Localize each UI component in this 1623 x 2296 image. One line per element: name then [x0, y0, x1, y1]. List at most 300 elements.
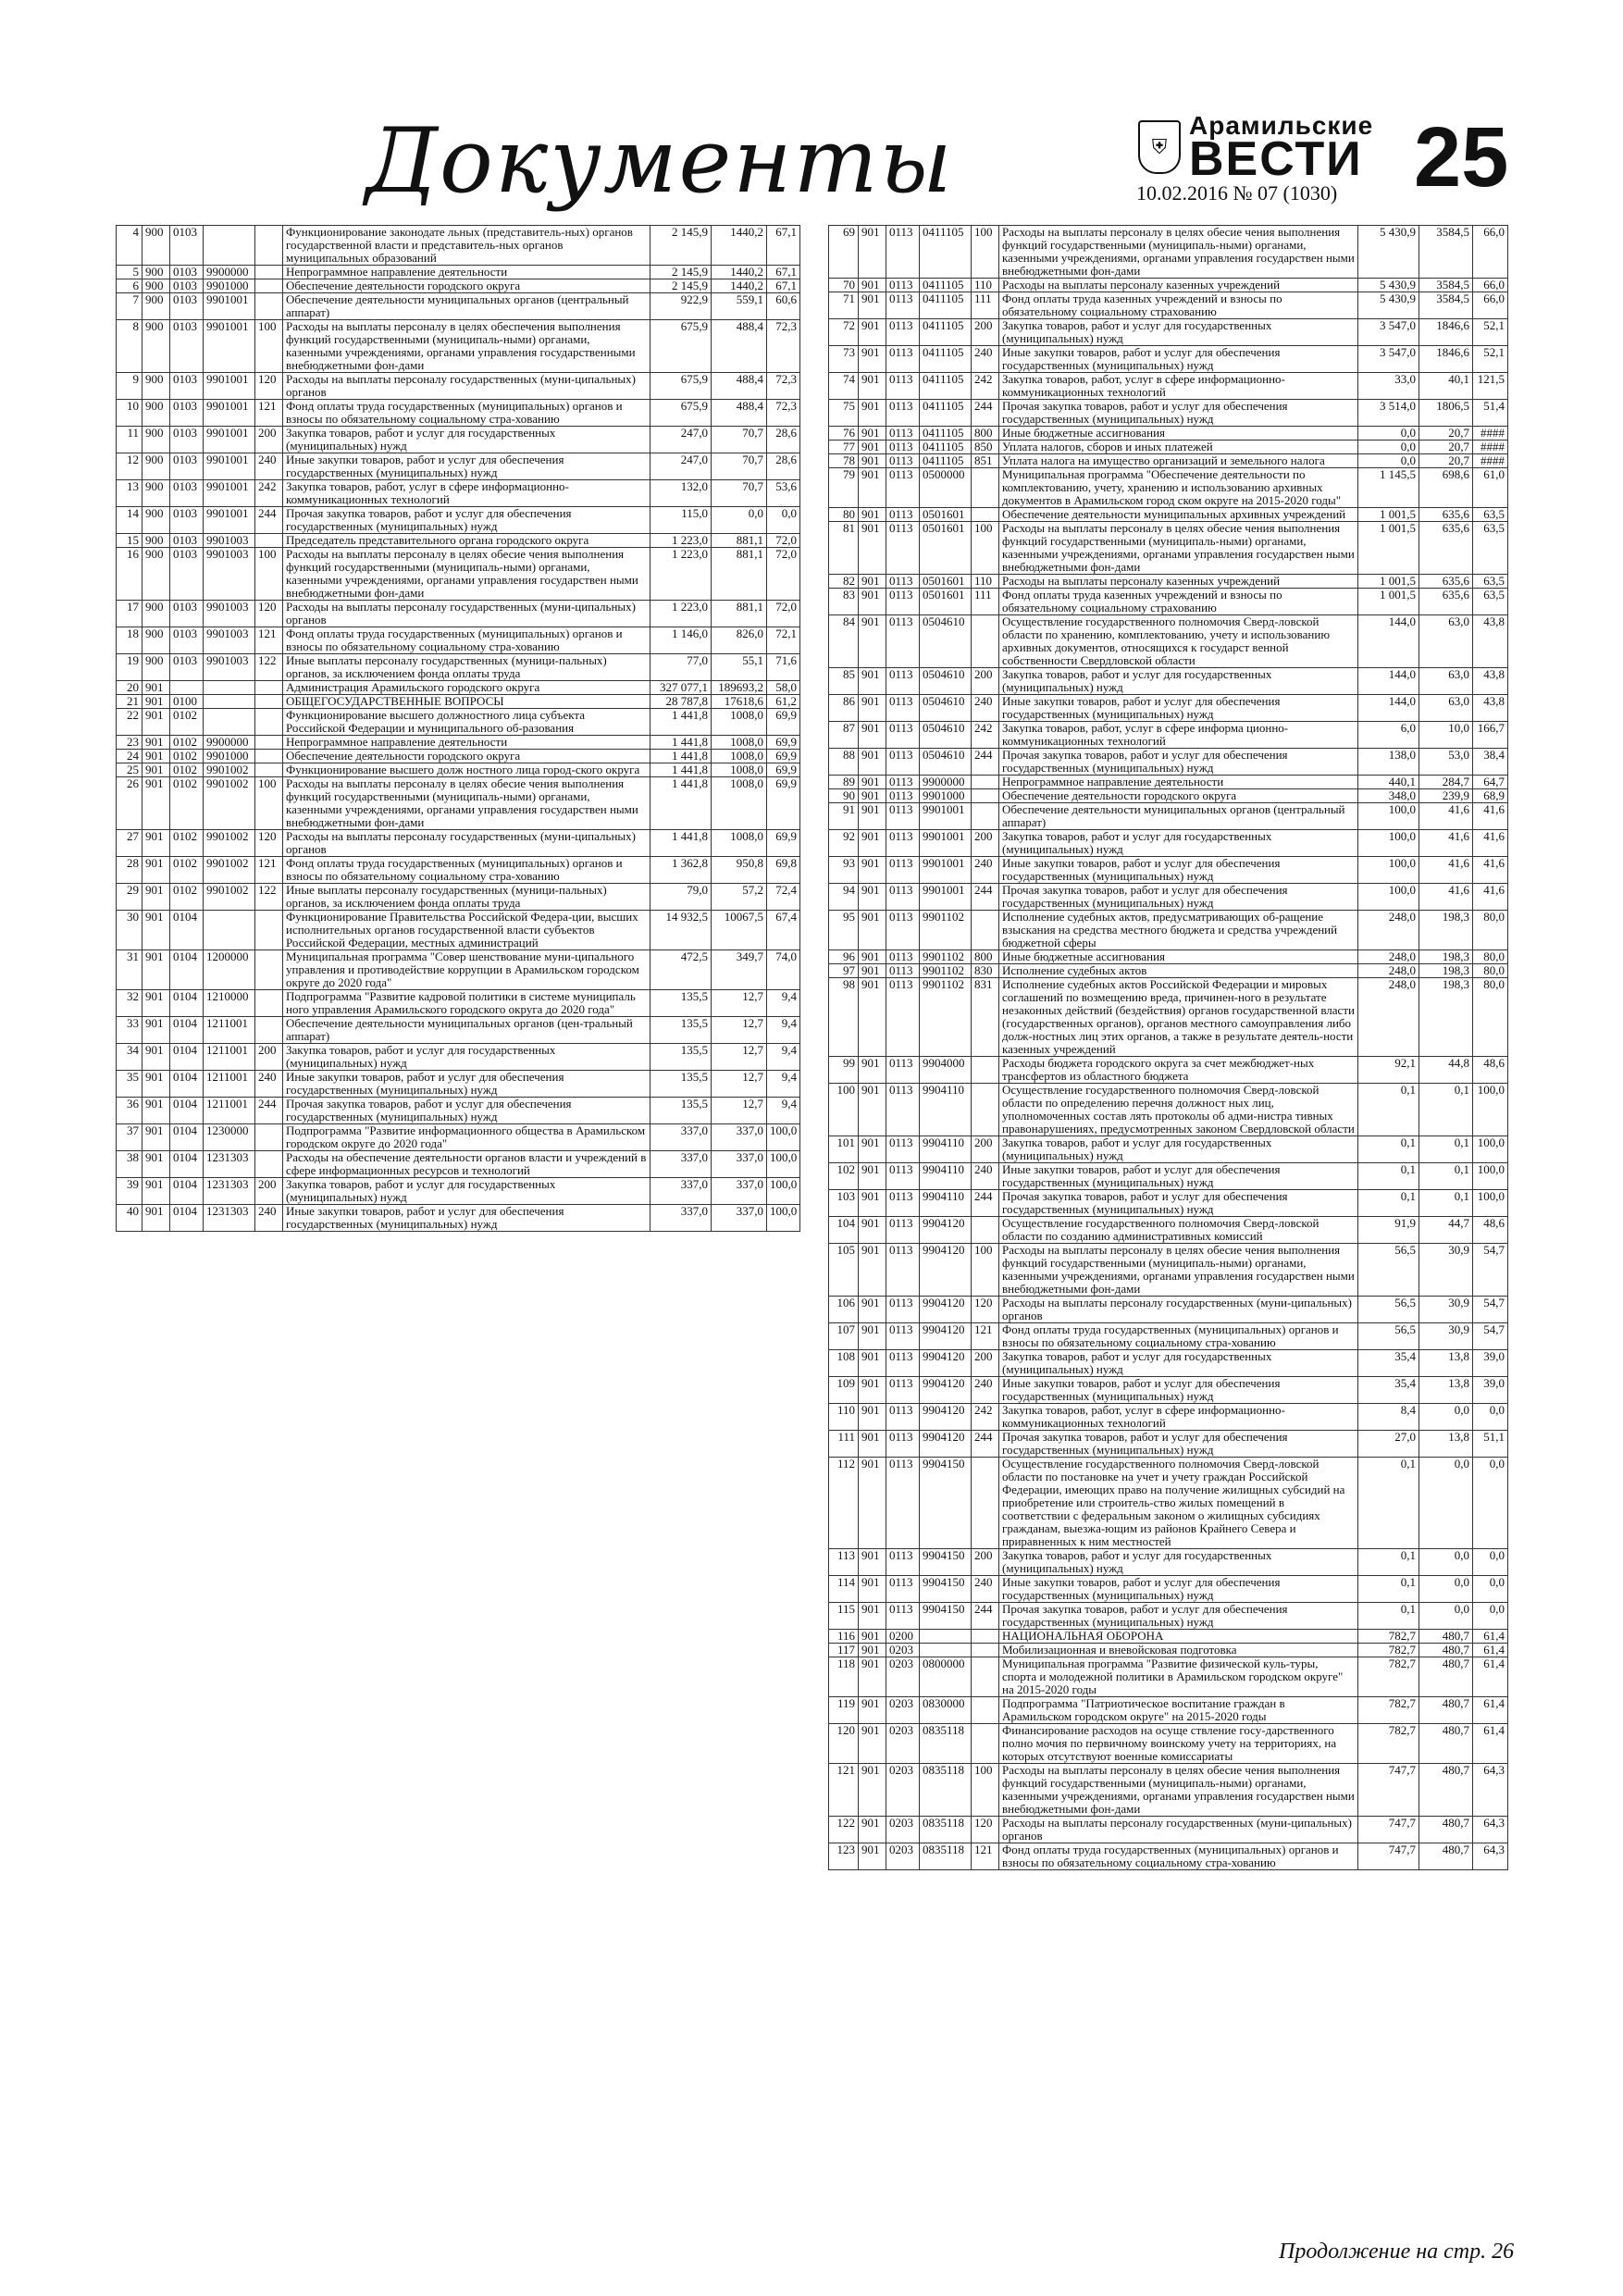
expense-type: 120 [972, 1817, 999, 1843]
expense-type [972, 776, 999, 789]
expense-type [255, 990, 283, 1017]
table-row [829, 830, 1508, 857]
target-article [920, 1630, 972, 1644]
expense-type [255, 293, 283, 320]
section-code: 0113 [886, 695, 920, 722]
actual-amount: 1806,5 [1419, 400, 1473, 427]
section-code: 0113 [886, 857, 920, 884]
section-code: 0113 [886, 1297, 920, 1323]
actual-amount: 337,0 [712, 1124, 767, 1151]
table-row [829, 1404, 1508, 1431]
actual-amount: 189693,2 [712, 681, 767, 695]
department-code: 901 [859, 1817, 886, 1843]
plan-amount: 782,7 [1358, 1644, 1419, 1657]
plan-amount: 0,1 [1358, 1549, 1419, 1576]
target-article: 9901102 [920, 950, 972, 964]
department-code: 901 [142, 1071, 170, 1098]
department-code: 901 [859, 1217, 886, 1244]
actual-amount: 70,7 [712, 453, 767, 480]
expense-type: 240 [972, 1163, 999, 1190]
department-code: 900 [142, 627, 170, 654]
target-article: 1211001 [204, 1098, 255, 1124]
table-row [117, 534, 800, 548]
department-code: 900 [142, 279, 170, 293]
department-code: 901 [859, 346, 886, 373]
target-article: 0501601 [920, 575, 972, 589]
expense-type [972, 1657, 999, 1697]
description: Осуществление государственного полномочия Сверд-ловской области по определению перечня должност ных лиц, уполномоченных состав лять протоколы об адми-нистра тивных правонарушениях, предусмотренных законом Свердловской области [999, 1084, 1358, 1136]
percent: 100,0 [767, 1124, 800, 1151]
section-code: 0103 [170, 601, 204, 627]
percent: 41,6 [1473, 803, 1508, 830]
expense-type: 244 [972, 1603, 999, 1630]
actual-amount: 1440,2 [712, 226, 767, 266]
table-row [829, 454, 1508, 468]
expense-type: 200 [255, 1044, 283, 1071]
target-article: 9901102 [920, 911, 972, 950]
percent: 69,8 [767, 857, 800, 884]
expense-type: 240 [972, 857, 999, 884]
section-code: 0203 [886, 1817, 920, 1843]
actual-amount: 57,2 [712, 884, 767, 911]
row-number: 111 [829, 1431, 859, 1458]
actual-amount: 53,0 [1419, 749, 1473, 776]
table-row [829, 803, 1508, 830]
table-row [829, 1217, 1508, 1244]
row-number: 19 [117, 654, 142, 681]
plan-amount: 35,4 [1358, 1377, 1419, 1404]
target-article: 0411105 [920, 454, 972, 468]
department-code: 901 [859, 454, 886, 468]
expense-type [255, 266, 283, 279]
percent: 72,3 [767, 320, 800, 373]
row-number: 5 [117, 266, 142, 279]
row-number: 4 [117, 226, 142, 266]
section-code: 0113 [886, 1217, 920, 1244]
target-article: 9904120 [920, 1244, 972, 1297]
actual-amount: 337,0 [712, 1178, 767, 1205]
section-code: 0113 [886, 1190, 920, 1217]
row-number: 30 [117, 911, 142, 950]
actual-amount: 1008,0 [712, 777, 767, 830]
actual-amount: 3584,5 [1419, 292, 1473, 319]
percent: 64,3 [1473, 1843, 1508, 1870]
row-number: 123 [829, 1843, 859, 1870]
row-number: 97 [829, 964, 859, 978]
target-article: 0504610 [920, 615, 972, 668]
budget-table-left [116, 225, 800, 1232]
row-number: 83 [829, 589, 859, 615]
plan-amount: 91,9 [1358, 1217, 1419, 1244]
description: Осуществление государственного полномочия Сверд-ловской области по постановке на учет и учету граждан Российской Федерации, имеющих право на получение жилищных субсидий на приобретение или строитель-ство жилых помещений в соответствии с федеральным законом о жилищных субсидиях гражданам, выезжа-ющим из районов Крайнего Севера и приравненных к ним местностей [999, 1458, 1358, 1549]
section-code: 0113 [886, 830, 920, 857]
description: ОБЩЕГОСУДАРСТВЕННЫЕ ВОПРОСЫ [283, 695, 650, 709]
row-number: 33 [117, 1017, 142, 1044]
percent: 121,5 [1473, 373, 1508, 400]
percent: 51,1 [1473, 1431, 1508, 1458]
percent: 9,4 [767, 1044, 800, 1071]
expense-type: 100 [972, 522, 999, 575]
section-code: 0113 [886, 1136, 920, 1163]
section-code: 0113 [886, 776, 920, 789]
row-number: 24 [117, 750, 142, 763]
department-code: 901 [859, 508, 886, 522]
row-number: 100 [829, 1084, 859, 1136]
table-row [829, 1697, 1508, 1724]
target-article: 9901001 [204, 480, 255, 507]
table-row [117, 884, 800, 911]
row-number: 34 [117, 1044, 142, 1071]
plan-amount: 675,9 [650, 400, 712, 427]
section-code: 0113 [886, 1323, 920, 1350]
department-code: 901 [859, 1764, 886, 1817]
expense-type [972, 1057, 999, 1084]
expense-type: 244 [255, 1098, 283, 1124]
row-number: 77 [829, 441, 859, 454]
target-article: 9901000 [204, 750, 255, 763]
target-article: 9901000 [920, 789, 972, 803]
plan-amount: 3 547,0 [1358, 346, 1419, 373]
expense-type: 120 [255, 373, 283, 400]
plan-amount: 1 362,8 [650, 857, 712, 884]
section-code: 0104 [170, 911, 204, 950]
plan-amount: 1 223,0 [650, 534, 712, 548]
table-row [829, 1817, 1508, 1843]
row-number: 93 [829, 857, 859, 884]
description: Иные закупки товаров, работ и услуг для обеспечения государственных (муниципальных) нужд [999, 1377, 1358, 1404]
continued-note: Продолжение на стр. 26 [1279, 2240, 1515, 2264]
department-code: 901 [859, 1458, 886, 1549]
percent: 66,0 [1473, 279, 1508, 292]
row-number: 85 [829, 668, 859, 695]
expense-type [972, 1697, 999, 1724]
plan-amount: 1 001,5 [1358, 522, 1419, 575]
plan-amount: 138,0 [1358, 749, 1419, 776]
table-row [117, 279, 800, 293]
department-code: 901 [859, 468, 886, 508]
plan-amount: 1 441,8 [650, 709, 712, 736]
plan-amount: 56,5 [1358, 1297, 1419, 1323]
department-code: 901 [859, 1657, 886, 1697]
row-number: 12 [117, 453, 142, 480]
table-row [117, 1151, 800, 1178]
actual-amount: 44,7 [1419, 1217, 1473, 1244]
actual-amount: 63,0 [1419, 695, 1473, 722]
table-row [829, 468, 1508, 508]
actual-amount: 198,3 [1419, 978, 1473, 1057]
target-article: 9904150 [920, 1576, 972, 1603]
expense-type: 244 [972, 1431, 999, 1458]
description: Финансирование расходов на осуще ствление госу-дарственного полно мочия по первичному воинскому учету на территориях, на которых отсутствуют военные комиссариаты [999, 1724, 1358, 1764]
percent: 72,4 [767, 884, 800, 911]
section-code: 0113 [886, 1163, 920, 1190]
expense-type: 120 [255, 830, 283, 857]
department-code: 901 [859, 1350, 886, 1377]
department-code: 901 [142, 736, 170, 750]
actual-amount: 635,6 [1419, 589, 1473, 615]
target-article: 0504610 [920, 668, 972, 695]
target-article: 1231303 [204, 1151, 255, 1178]
actual-amount: 12,7 [712, 1098, 767, 1124]
section-code: 0200 [886, 1630, 920, 1644]
section-title: Документы [365, 109, 954, 213]
section-code: 0203 [886, 1724, 920, 1764]
target-article: 0411105 [920, 441, 972, 454]
actual-amount: 1846,6 [1419, 319, 1473, 346]
target-article: 0411105 [920, 319, 972, 346]
percent: 28,6 [767, 453, 800, 480]
target-article: 9901000 [204, 279, 255, 293]
section-code: 0113 [886, 1549, 920, 1576]
plan-amount: 247,0 [650, 427, 712, 453]
description: Закупка товаров, работ и услуг для государственных (муниципальных) нужд [283, 427, 650, 453]
section-code: 0113 [886, 427, 920, 441]
description: Прочая закупка товаров, работ и услуг для обеспечения государственных (муниципальных) нужд [999, 1190, 1358, 1217]
row-number: 89 [829, 776, 859, 789]
plan-amount: 100,0 [1358, 830, 1419, 857]
table-row [117, 548, 800, 601]
description: Расходы на выплаты персоналу в целях обесие чения выполнения функций государственными (муниципаль-ными) органами, казенными учреждениями, органами управления государствен ными внебюджетными фон-дами [999, 522, 1358, 575]
actual-amount: 0,0 [1419, 1576, 1473, 1603]
section-code: 0113 [886, 668, 920, 695]
plan-amount: 337,0 [650, 1124, 712, 1151]
target-article: 9901001 [920, 857, 972, 884]
target-article: 9901002 [204, 857, 255, 884]
plan-amount: 35,4 [1358, 1350, 1419, 1377]
percent: 0,0 [1473, 1549, 1508, 1576]
percent: 54,7 [1473, 1297, 1508, 1323]
actual-amount: 0,0 [712, 507, 767, 534]
table-row [829, 1163, 1508, 1190]
section-code: 0113 [886, 468, 920, 508]
percent: 72,1 [767, 627, 800, 654]
target-article: 0501601 [920, 522, 972, 575]
description: Фонд оплаты труда государственных (муниципальных) органов и взносы по обязательному социальному стра-хованию [283, 857, 650, 884]
department-code: 901 [859, 589, 886, 615]
actual-amount: 41,6 [1419, 884, 1473, 911]
plan-amount: 248,0 [1358, 964, 1419, 978]
plan-amount: 14 932,5 [650, 911, 712, 950]
target-article: 9901001 [204, 400, 255, 427]
expense-type: 100 [972, 1764, 999, 1817]
section-code: 0113 [886, 1350, 920, 1377]
section-code: 0113 [886, 978, 920, 1057]
percent: 0,0 [1473, 1404, 1508, 1431]
description: Иные бюджетные ассигнования [999, 427, 1358, 441]
row-number: 31 [117, 950, 142, 990]
target-article: 0501601 [920, 589, 972, 615]
row-number: 28 [117, 857, 142, 884]
table-row [829, 978, 1508, 1057]
row-number: 106 [829, 1297, 859, 1323]
expense-type: 100 [972, 1244, 999, 1297]
target-article: 0411105 [920, 400, 972, 427]
expense-type: 851 [972, 454, 999, 468]
expense-type: 200 [972, 1549, 999, 1576]
plan-amount: 1 441,8 [650, 830, 712, 857]
actual-amount: 0,0 [1419, 1404, 1473, 1431]
actual-amount: 63,0 [1419, 668, 1473, 695]
section-code: 0113 [886, 226, 920, 279]
description: Расходы на выплаты персоналу государственных (муни-ципальных) органов [999, 1817, 1358, 1843]
actual-amount: 1846,6 [1419, 346, 1473, 373]
row-number: 82 [829, 575, 859, 589]
actual-amount: 10067,5 [712, 911, 767, 950]
row-number: 32 [117, 990, 142, 1017]
actual-amount: 1008,0 [712, 736, 767, 750]
plan-amount: 0,1 [1358, 1084, 1419, 1136]
description: Иные выплаты персоналу государственных (муници-пальных) органов, за исключением фонда оплаты труда [283, 884, 650, 911]
description: Прочая закупка товаров, работ и услуг для обеспечения государственных (муниципальных) нужд [999, 749, 1358, 776]
actual-amount: 1008,0 [712, 830, 767, 857]
description: Закупка товаров, работ и услуг для государственных (муниципальных) нужд [999, 1350, 1358, 1377]
section-code: 0113 [886, 615, 920, 668]
plan-amount: 0,1 [1358, 1576, 1419, 1603]
table-row [829, 1244, 1508, 1297]
section-code: 0103 [170, 293, 204, 320]
department-code: 900 [142, 400, 170, 427]
target-article [204, 911, 255, 950]
percent: 69,9 [767, 763, 800, 777]
plan-amount: 348,0 [1358, 789, 1419, 803]
section-code: 0113 [886, 722, 920, 749]
department-code: 901 [859, 1404, 886, 1431]
row-number: 39 [117, 1178, 142, 1205]
table-row [829, 1458, 1508, 1549]
actual-amount: 559,1 [712, 293, 767, 320]
plan-amount: 77,0 [650, 654, 712, 681]
percent: 72,3 [767, 373, 800, 400]
target-article: 9901102 [920, 964, 972, 978]
department-code: 901 [859, 830, 886, 857]
section-code: 0113 [886, 789, 920, 803]
percent: 100,0 [1473, 1163, 1508, 1190]
percent: 69,9 [767, 750, 800, 763]
target-article: 9901002 [204, 777, 255, 830]
percent: 43,8 [1473, 668, 1508, 695]
actual-amount: 12,7 [712, 1071, 767, 1098]
description: Функционирование высшего должностного лица субъекта Российской Федерации и муниципального об-разования [283, 709, 650, 736]
actual-amount: 480,7 [1419, 1724, 1473, 1764]
actual-amount: 41,6 [1419, 857, 1473, 884]
table-row [829, 1323, 1508, 1350]
percent: 41,6 [1473, 830, 1508, 857]
actual-amount: 12,7 [712, 1044, 767, 1071]
percent: 63,5 [1473, 508, 1508, 522]
section-code: 0113 [886, 749, 920, 776]
plan-amount: 922,9 [650, 293, 712, 320]
target-article: 1211001 [204, 1044, 255, 1071]
department-code: 900 [142, 293, 170, 320]
section-code: 0104 [170, 1205, 204, 1232]
table-row [829, 346, 1508, 373]
table-row [117, 911, 800, 950]
percent: 72,3 [767, 400, 800, 427]
expense-type [255, 1017, 283, 1044]
table-row [829, 950, 1508, 964]
plan-amount: 135,5 [650, 1044, 712, 1071]
department-code: 901 [859, 400, 886, 427]
department-code: 901 [859, 857, 886, 884]
table-row [117, 750, 800, 763]
row-number: 40 [117, 1205, 142, 1232]
percent: 67,4 [767, 911, 800, 950]
expense-type: 120 [972, 1297, 999, 1323]
target-article: 9904120 [920, 1404, 972, 1431]
department-code: 901 [859, 1057, 886, 1084]
expense-type: 200 [972, 319, 999, 346]
department-code: 901 [142, 990, 170, 1017]
target-article: 0411105 [920, 292, 972, 319]
percent: 54,7 [1473, 1244, 1508, 1297]
section-code: 0113 [886, 279, 920, 292]
row-number: 72 [829, 319, 859, 346]
description: Обеспечение деятельности городского округа [283, 750, 650, 763]
percent: 72,0 [767, 601, 800, 627]
percent: 64,3 [1473, 1817, 1508, 1843]
section-code: 0203 [886, 1644, 920, 1657]
target-article: 9904120 [920, 1297, 972, 1323]
description: Расходы на обеспечение деятельности органов власти и учреждений в сфере информационных ресурсов и технологий [283, 1151, 650, 1178]
description: Непрограммное направление деятельности [283, 736, 650, 750]
actual-amount: 1440,2 [712, 279, 767, 293]
expense-type: 200 [972, 1136, 999, 1163]
row-number: 119 [829, 1697, 859, 1724]
table-row [117, 830, 800, 857]
table-row [829, 319, 1508, 346]
target-article: 9904000 [920, 1057, 972, 1084]
description: Иные закупки товаров, работ и услуг для обеспечения государственных (муниципальных) нужд [999, 1163, 1358, 1190]
expense-type: 244 [972, 1190, 999, 1217]
plan-amount: 1 001,5 [1358, 508, 1419, 522]
target-article: 0835118 [920, 1843, 972, 1870]
row-number: 70 [829, 279, 859, 292]
section-code: 0103 [170, 320, 204, 373]
percent: #### [1473, 441, 1508, 454]
actual-amount: 337,0 [712, 1151, 767, 1178]
target-article: 0411105 [920, 346, 972, 373]
expense-type: 121 [255, 400, 283, 427]
expense-type: 110 [972, 575, 999, 589]
department-code: 901 [859, 319, 886, 346]
description: Расходы на выплаты персоналу в целях обеспечения выполнения функций государственными (муниципаль-ными) органами, казенными учреждениями, органами управления государственными внебюджетными фон-дами [283, 320, 650, 373]
row-number: 96 [829, 950, 859, 964]
plan-amount: 3 547,0 [1358, 319, 1419, 346]
table-row [829, 1603, 1508, 1630]
table-row [117, 427, 800, 453]
target-article: 9901003 [204, 601, 255, 627]
table-row [829, 1644, 1508, 1657]
expense-type [972, 1217, 999, 1244]
table-row [829, 776, 1508, 789]
section-code: 0103 [170, 373, 204, 400]
department-code: 900 [142, 427, 170, 453]
description: Осуществление государственного полномочия Сверд-ловской области по хранению, комплектованию, учету и использованию архивных документов, относящихся к государст венной собственности Свердловской области [999, 615, 1358, 668]
actual-amount: 0,0 [1419, 1458, 1473, 1549]
department-code: 901 [859, 1323, 886, 1350]
expense-type: 240 [972, 346, 999, 373]
section-code [170, 681, 204, 695]
department-code: 901 [859, 1576, 886, 1603]
percent: 51,4 [1473, 400, 1508, 427]
actual-amount: 635,6 [1419, 508, 1473, 522]
target-article: 9904120 [920, 1350, 972, 1377]
plan-amount: 247,0 [650, 453, 712, 480]
percent: 66,0 [1473, 226, 1508, 279]
section-code: 0113 [886, 346, 920, 373]
plan-amount: 1 441,8 [650, 750, 712, 763]
description: Уплата налога на имущество организаций и земельного налога [999, 454, 1358, 468]
